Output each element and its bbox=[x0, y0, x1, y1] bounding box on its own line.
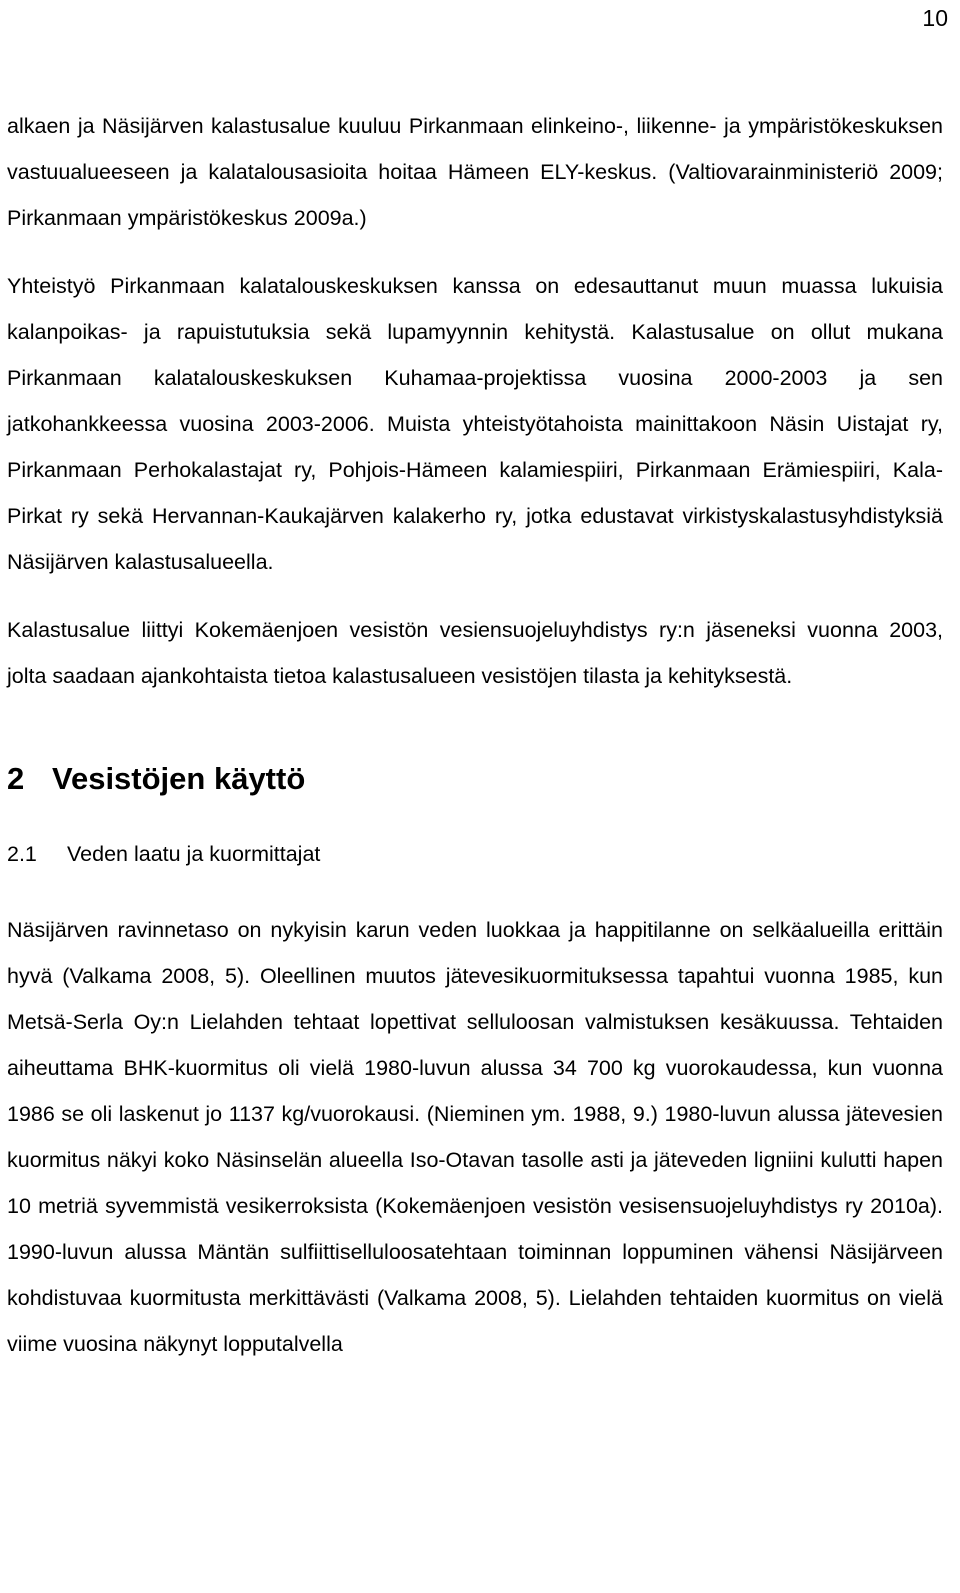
paragraph-administration: alkaen ja Näsijärven kalastusalue kuuluu Pirkanmaan elinkeino-, liikenne- ja ympäristökeskuksen vastuualueeseen ja kalatalousasioita hoitaa Hämeen ELY-keskus. (Valtiovarainministeriö 2009; Pirkanmaan ympäristökeskus 2009a.) bbox=[7, 114, 943, 230]
page-content bbox=[7, 103, 943, 1367]
paragraph-cooperation: Yhteistyö Pirkanmaan kalatalouskeskuksen kanssa on edesauttanut muun muassa lukuisia kalanpoikas- ja rapuistutuksia sekä lupamyynnin kehitystä. Kalastusalue on ollut mukana Pirkanmaan kalatalouskeskuksen Kuhamaa-projektissa vuosina 2000-2003 ja sen jatkohankkeessa vuosina 2003-2006. Muista yhteistyötahoista mainittakoon Näsin Uistajat ry, Pirkanmaan Perhokalastajat ry, Pohjois-Hämeen kalamiespiiri, Pirkanmaan Erämiespiiri, Kala-Pirkat ry sekä Hervannan-Kaukajärven kalakerho ry, jotka edustavat virkistyskalastusyhdistyksiä Näsijärven kalastusalueella. bbox=[7, 274, 943, 574]
subsection-heading-number: 2.1 bbox=[7, 842, 37, 866]
page-number: 10 bbox=[922, 5, 948, 31]
paragraph-water-quality: Näsijärven ravinnetaso on nykyisin karun veden luokkaa ja happitilanne on selkäalueilla erittäin hyvä (Valkama 2008, 5). Oleellinen muutos jätevesikuormituksessa tapahtui vuonna 1985, kun Metsä-Serla Oy:n Lielahden tehtaat lopettivat selluloosan valmistuksen kesäkuussa. Tehtaiden aiheuttama BHK-kuormitus oli vielä 1980-luvun alussa 34 700 kg vuorokaudessa, kun vuonna 1986 se oli laskenut jo 1137 kg/vuorokausi. (Nieminen ym. 1988, 9.) 1980-luvun alussa jätevesien kuormitus näkyi koko Näsinselän alueella Iso-Otavan tasolle asti ja jäteveden ligniini kulutti hapen 10 metriä syvemmistä vesikerroksista (Kokemäenjoen vesistön vesisensuojeluyhdistys ry 2010a). 1990-luvun alussa Mäntän sulfiittiselluloosatehtaan toiminnan loppuminen vähensi Näsijärveen kohdistuvaa kuormitusta merkittävästi (Valkama 2008, 5). Lielahden tehtaiden kuormitus on vielä viime vuosina näkynyt lopputalvella bbox=[7, 918, 943, 1356]
heading-spacer bbox=[7, 799, 943, 839]
paragraph-spacer bbox=[7, 241, 943, 263]
section-heading-title: Vesistöjen käyttö bbox=[52, 761, 306, 796]
subsection-heading bbox=[7, 839, 943, 869]
subheading-spacer bbox=[7, 869, 943, 907]
heading-spacer bbox=[7, 699, 943, 759]
paragraph-membership: Kalastusalue liittyi Kokemäenjoen vesistön vesiensuojeluyhdistys ry:n jäseneksi vuonna 2003, jolta saadaan ajankohtaista tietoa kalastusalueen vesistöjen tilasta ja kehityksestä. bbox=[7, 618, 943, 688]
paragraph-spacer bbox=[7, 585, 943, 607]
section-heading-number: 2 bbox=[7, 761, 25, 796]
subsection-heading-title: Veden laatu ja kuormittajat bbox=[67, 842, 321, 866]
section-heading bbox=[7, 759, 943, 799]
